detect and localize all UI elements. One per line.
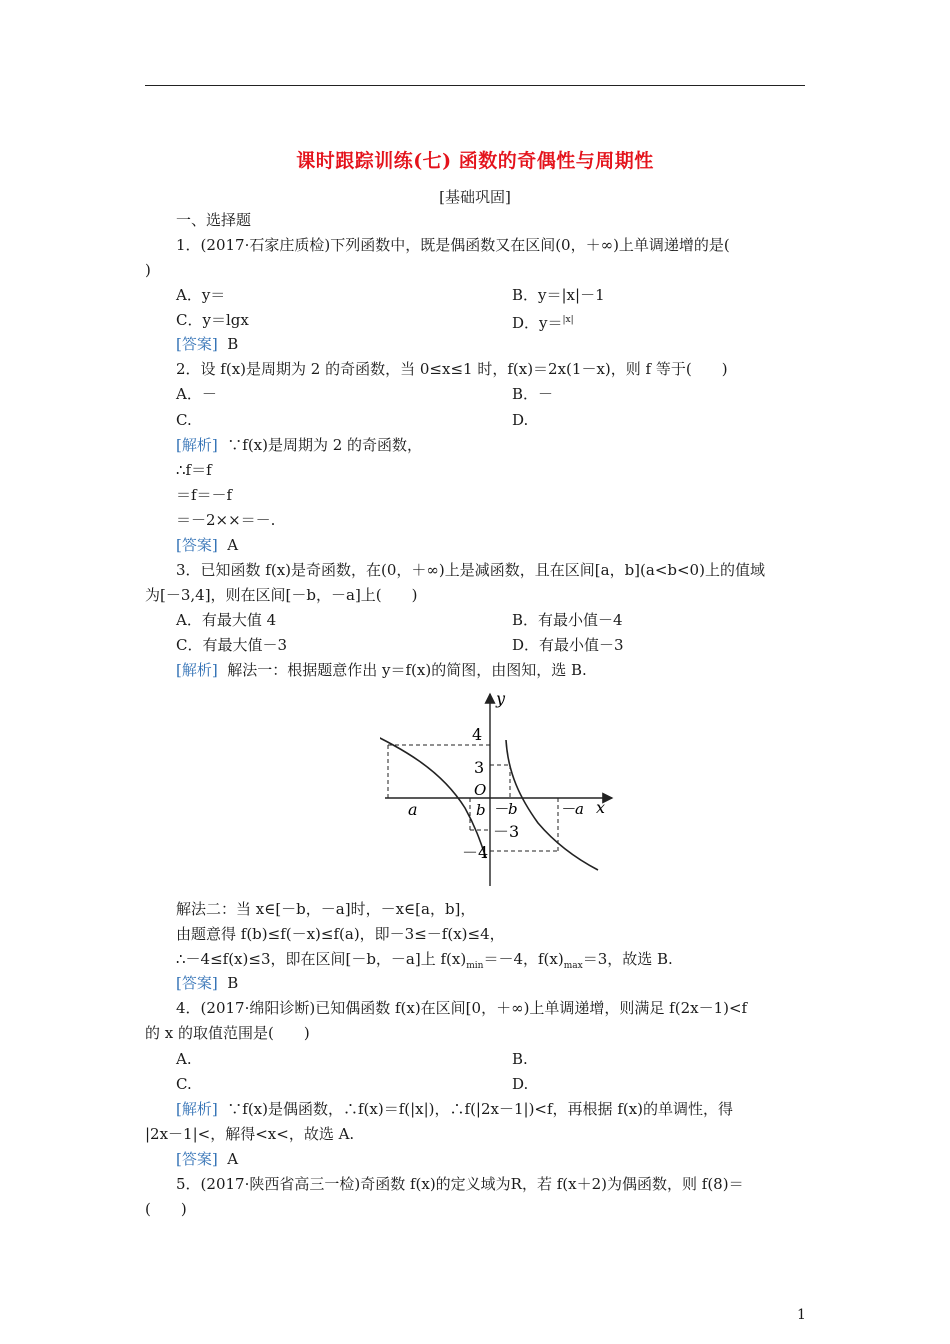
analysis-tag: [解析] [176, 661, 218, 679]
q1-option-d [512, 310, 574, 333]
label-b: b [476, 801, 486, 819]
q3-answer [176, 973, 238, 993]
q4-option-c: C. [176, 1075, 192, 1093]
y-axis-label: y [496, 689, 506, 708]
q2-analysis-text: ∵f(x)是周期为 2 的奇函数， [227, 436, 423, 454]
q3-option-c: C．有最大值－3 [176, 636, 288, 654]
q3-option-d: D．有最小值－3 [512, 636, 624, 654]
q3-option-b: B．有最小值－4 [512, 611, 623, 629]
q1-option-c: C．y＝lgx [176, 311, 249, 329]
q5-stem-line2: ( ) [145, 1200, 187, 1218]
q4-option-a: A. [176, 1050, 192, 1068]
answer-tag: [答案] [176, 1150, 218, 1168]
q3-m2-min: min [466, 961, 484, 971]
q1-option-d-exponent: |x| [562, 315, 574, 325]
answer-tag: [答案] [176, 335, 218, 353]
q2-answer-value: A [227, 536, 239, 554]
q4-stem-line1: 4．(2017·绵阳诊断)已知偶函数 f(x)在区间[0，＋∞)上单调递增，则满足 f(2x－1)<f [176, 999, 748, 1017]
curve-left [380, 732, 486, 858]
q2-stem: 2．设 f(x)是周期为 2 的奇函数，当 0≤x≤1 时，f(x)＝2x(1－x)，则 f 等于( ) [176, 360, 728, 378]
q2-analysis-line4: ＝－2××＝－. [176, 511, 276, 529]
function-sketch [380, 688, 620, 888]
q4-analysis-line2: |2x－1|<，解得<x<，故选 A. [145, 1125, 355, 1143]
q2-option-a: A．－ [176, 385, 217, 403]
q1-stem-line1: 1．(2017·石家庄质检)下列函数中，既是偶函数又在区间(0，＋∞)上单调递增的是( [176, 236, 730, 254]
q2-option-d: D. [512, 411, 529, 429]
q3-method2-line2: 由题意得 f(b)≤f(－x)≤f(a)，即－3≤－f(x)≤4， [176, 925, 505, 943]
q1-answer [176, 334, 238, 354]
q2-analysis-line2: ∴f＝f [176, 461, 212, 479]
answer-tag: [答案] [176, 974, 218, 992]
q3-m2-text-b: ＝－4，f(x) [483, 950, 564, 968]
q4-option-d: D. [512, 1075, 529, 1093]
answer-tag: [答案] [176, 536, 218, 554]
label-neg-4: －4 [462, 843, 489, 862]
q3-answer-value: B [227, 974, 239, 992]
q3-stem-line1: 3．已知函数 f(x)是奇函数，在(0，＋∞)上是减函数，且在区间[a，b](a<b<0)上的值域 [176, 561, 765, 579]
q3-option-a: A．有最大值 4 [176, 611, 277, 629]
q3-m2-text-a: ∴－4≤f(x)≤3，即在区间[－b，－a]上 f(x) [176, 950, 467, 968]
q2-answer [176, 535, 238, 555]
label-3: 3 [474, 758, 485, 777]
q3-m2-max: max [563, 961, 583, 971]
section-heading: 一、选择题 [176, 211, 252, 229]
page-number: 1 [797, 1307, 806, 1323]
q1-stem-line2: ) [145, 261, 151, 279]
header-rule [145, 85, 805, 86]
q4-analysis-text: ∵f(x)是偶函数，∴f(x)＝f(|x|)，∴f(|2x－1|)<f，再根据 f(x)的单调性，得 [227, 1100, 734, 1118]
q4-analysis-line1 [176, 1099, 733, 1119]
analysis-tag: [解析] [176, 436, 218, 454]
x-axis-label: x [596, 798, 606, 817]
section-subtitle: [基础巩固] [439, 188, 511, 206]
q2-option-c: C. [176, 411, 192, 429]
q3-stem-line2: 为[－3,4]，则在区间[－b，－a]上( ) [145, 586, 418, 604]
label-neg-3: －3 [493, 822, 520, 841]
page-title: 课时跟踪训练(七) 函数的奇偶性与周期性 [296, 150, 654, 172]
q3-m2-text-c: ＝3，故选 B. [582, 950, 673, 968]
label-a: a [408, 800, 418, 819]
q3-method2-line1: 解法二：当 x∈[－b，－a]时，－x∈[a，b]， [176, 900, 476, 918]
q1-option-a: A．y＝ [176, 286, 226, 304]
q3-analysis-line1 [176, 660, 587, 680]
q4-answer-value: A [227, 1150, 239, 1168]
q3-analysis-text: 解法一：根据题意作出 y＝f(x)的简图，由图知，选 B. [227, 661, 587, 679]
q2-analysis-line3: ＝f＝－f [176, 486, 233, 504]
label-neg-b: －b [493, 800, 518, 818]
q1-option-d-text: D．y＝ [512, 314, 563, 332]
q1-option-b: B．y＝|x|－1 [512, 286, 605, 304]
origin-label: O [474, 781, 487, 799]
q1-answer-value: B [227, 335, 239, 353]
q4-stem-line2: 的 x 的取值范围是( ) [145, 1024, 310, 1042]
q2-analysis-line1 [176, 435, 422, 455]
q3-method2-line3 [176, 949, 673, 976]
q5-stem-line1: 5．(2017·陕西省高三一检)奇函数 f(x)的定义域为R，若 f(x＋2)为偶函数，则 f(8)＝ [176, 1175, 744, 1193]
q4-answer [176, 1149, 238, 1169]
label-4: 4 [472, 725, 483, 744]
q4-option-b: B. [512, 1050, 528, 1068]
analysis-tag: [解析] [176, 1100, 218, 1118]
q2-option-b: B．－ [512, 385, 554, 403]
label-neg-a: －a [560, 800, 584, 818]
